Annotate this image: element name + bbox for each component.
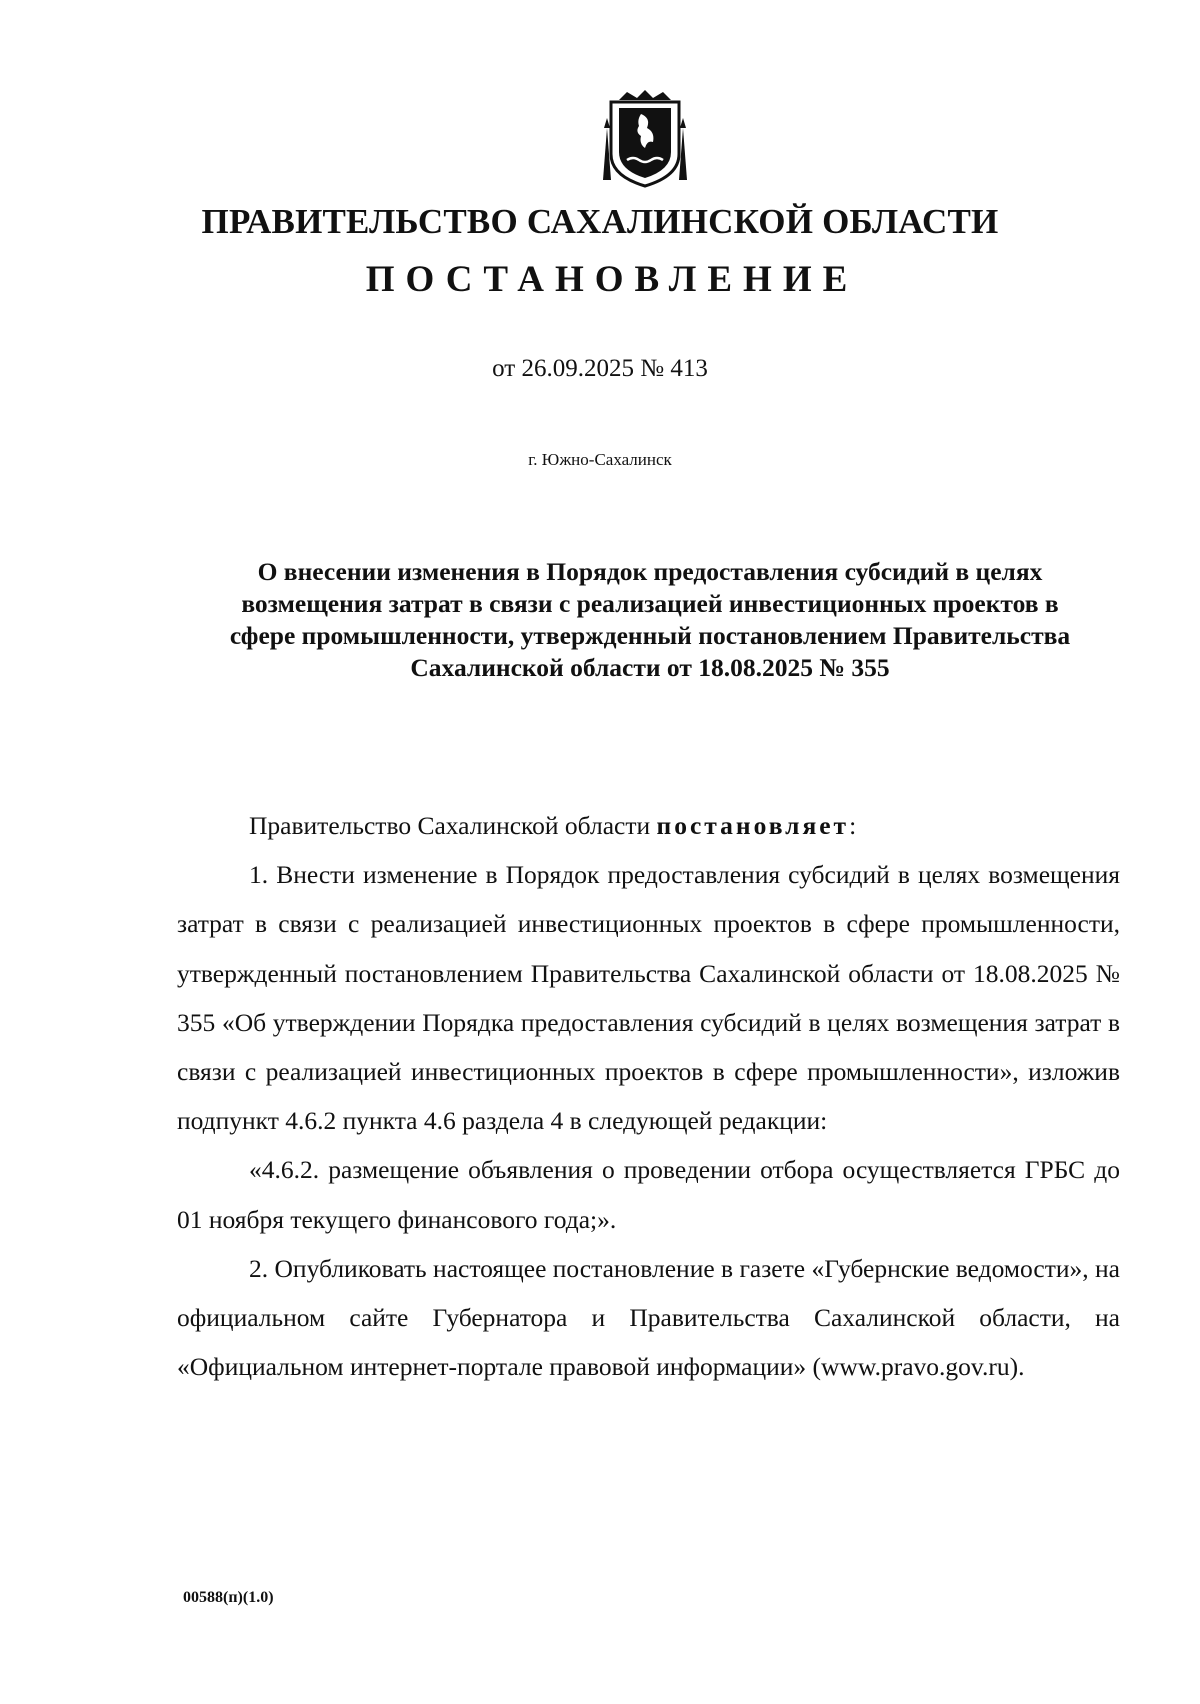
subject-line: Сахалинской области от 18.08.2025 № 355	[410, 653, 890, 682]
document-city: г. Южно-Сахалинск	[528, 450, 672, 469]
intro-paragraph	[177, 801, 1120, 850]
paragraph-2: 2. Опубликовать настоящее постановление в газете «Губернские ведомости», на официальном сайте Губернатора и Правительства Сахалинской области, на «Официальном интернет-портале правовой информации» (www.pravo.gov.ru).	[177, 1253, 1120, 1382]
paragraph-1: 1. Внести изменение в Порядок предоставления субсидий в целях возмещения затрат в связи с реализацией инвестиционных проектов в сфере промышленности, утвержденный постановлением Правительства Сахалинской области от 18.08.2025 № 355 «Об утверждении Порядка предоставления субсидий в целях возмещения затрат в связи с реализацией инвестиционных проектов в сфере промышленности», изложив подпункт 4.6.2 пункта 4.6 раздела 4 в следующей редакции:	[177, 860, 1120, 1136]
subject-line: возмещения затрат в связи с реализацией инвестиционных проектов в	[241, 589, 1059, 618]
intro-emphasis: постановляет	[656, 811, 850, 840]
document-type: ПОСТАНОВЛЕНИЕ	[365, 259, 859, 300]
document-date-number: от 26.09.2025 № 413	[492, 355, 708, 382]
document-body	[177, 801, 1120, 1391]
subject-line: О внесении изменения в Порядок предоставления субсидий в целях	[257, 557, 1043, 586]
intro-prefix: Правительство Сахалинской области	[249, 811, 657, 840]
government-title: ПРАВИТЕЛЬСТВО САХАЛИНСКОЙ ОБЛАСТИ	[201, 202, 999, 241]
subject-line: сфере промышленности, утвержденный постановлением Правительства	[229, 621, 1071, 650]
sakhalin-coat-of-arms-icon	[597, 88, 693, 188]
intro-suffix: :	[849, 811, 857, 840]
document-subject	[175, 556, 1125, 684]
paragraph-quote: «4.6.2. размещение объявления о проведении отбора осуществляется ГРБС до 01 ноября текущего финансового года;».	[177, 1155, 1120, 1234]
document-code: 00588(п)(1.0)	[183, 1589, 274, 1606]
